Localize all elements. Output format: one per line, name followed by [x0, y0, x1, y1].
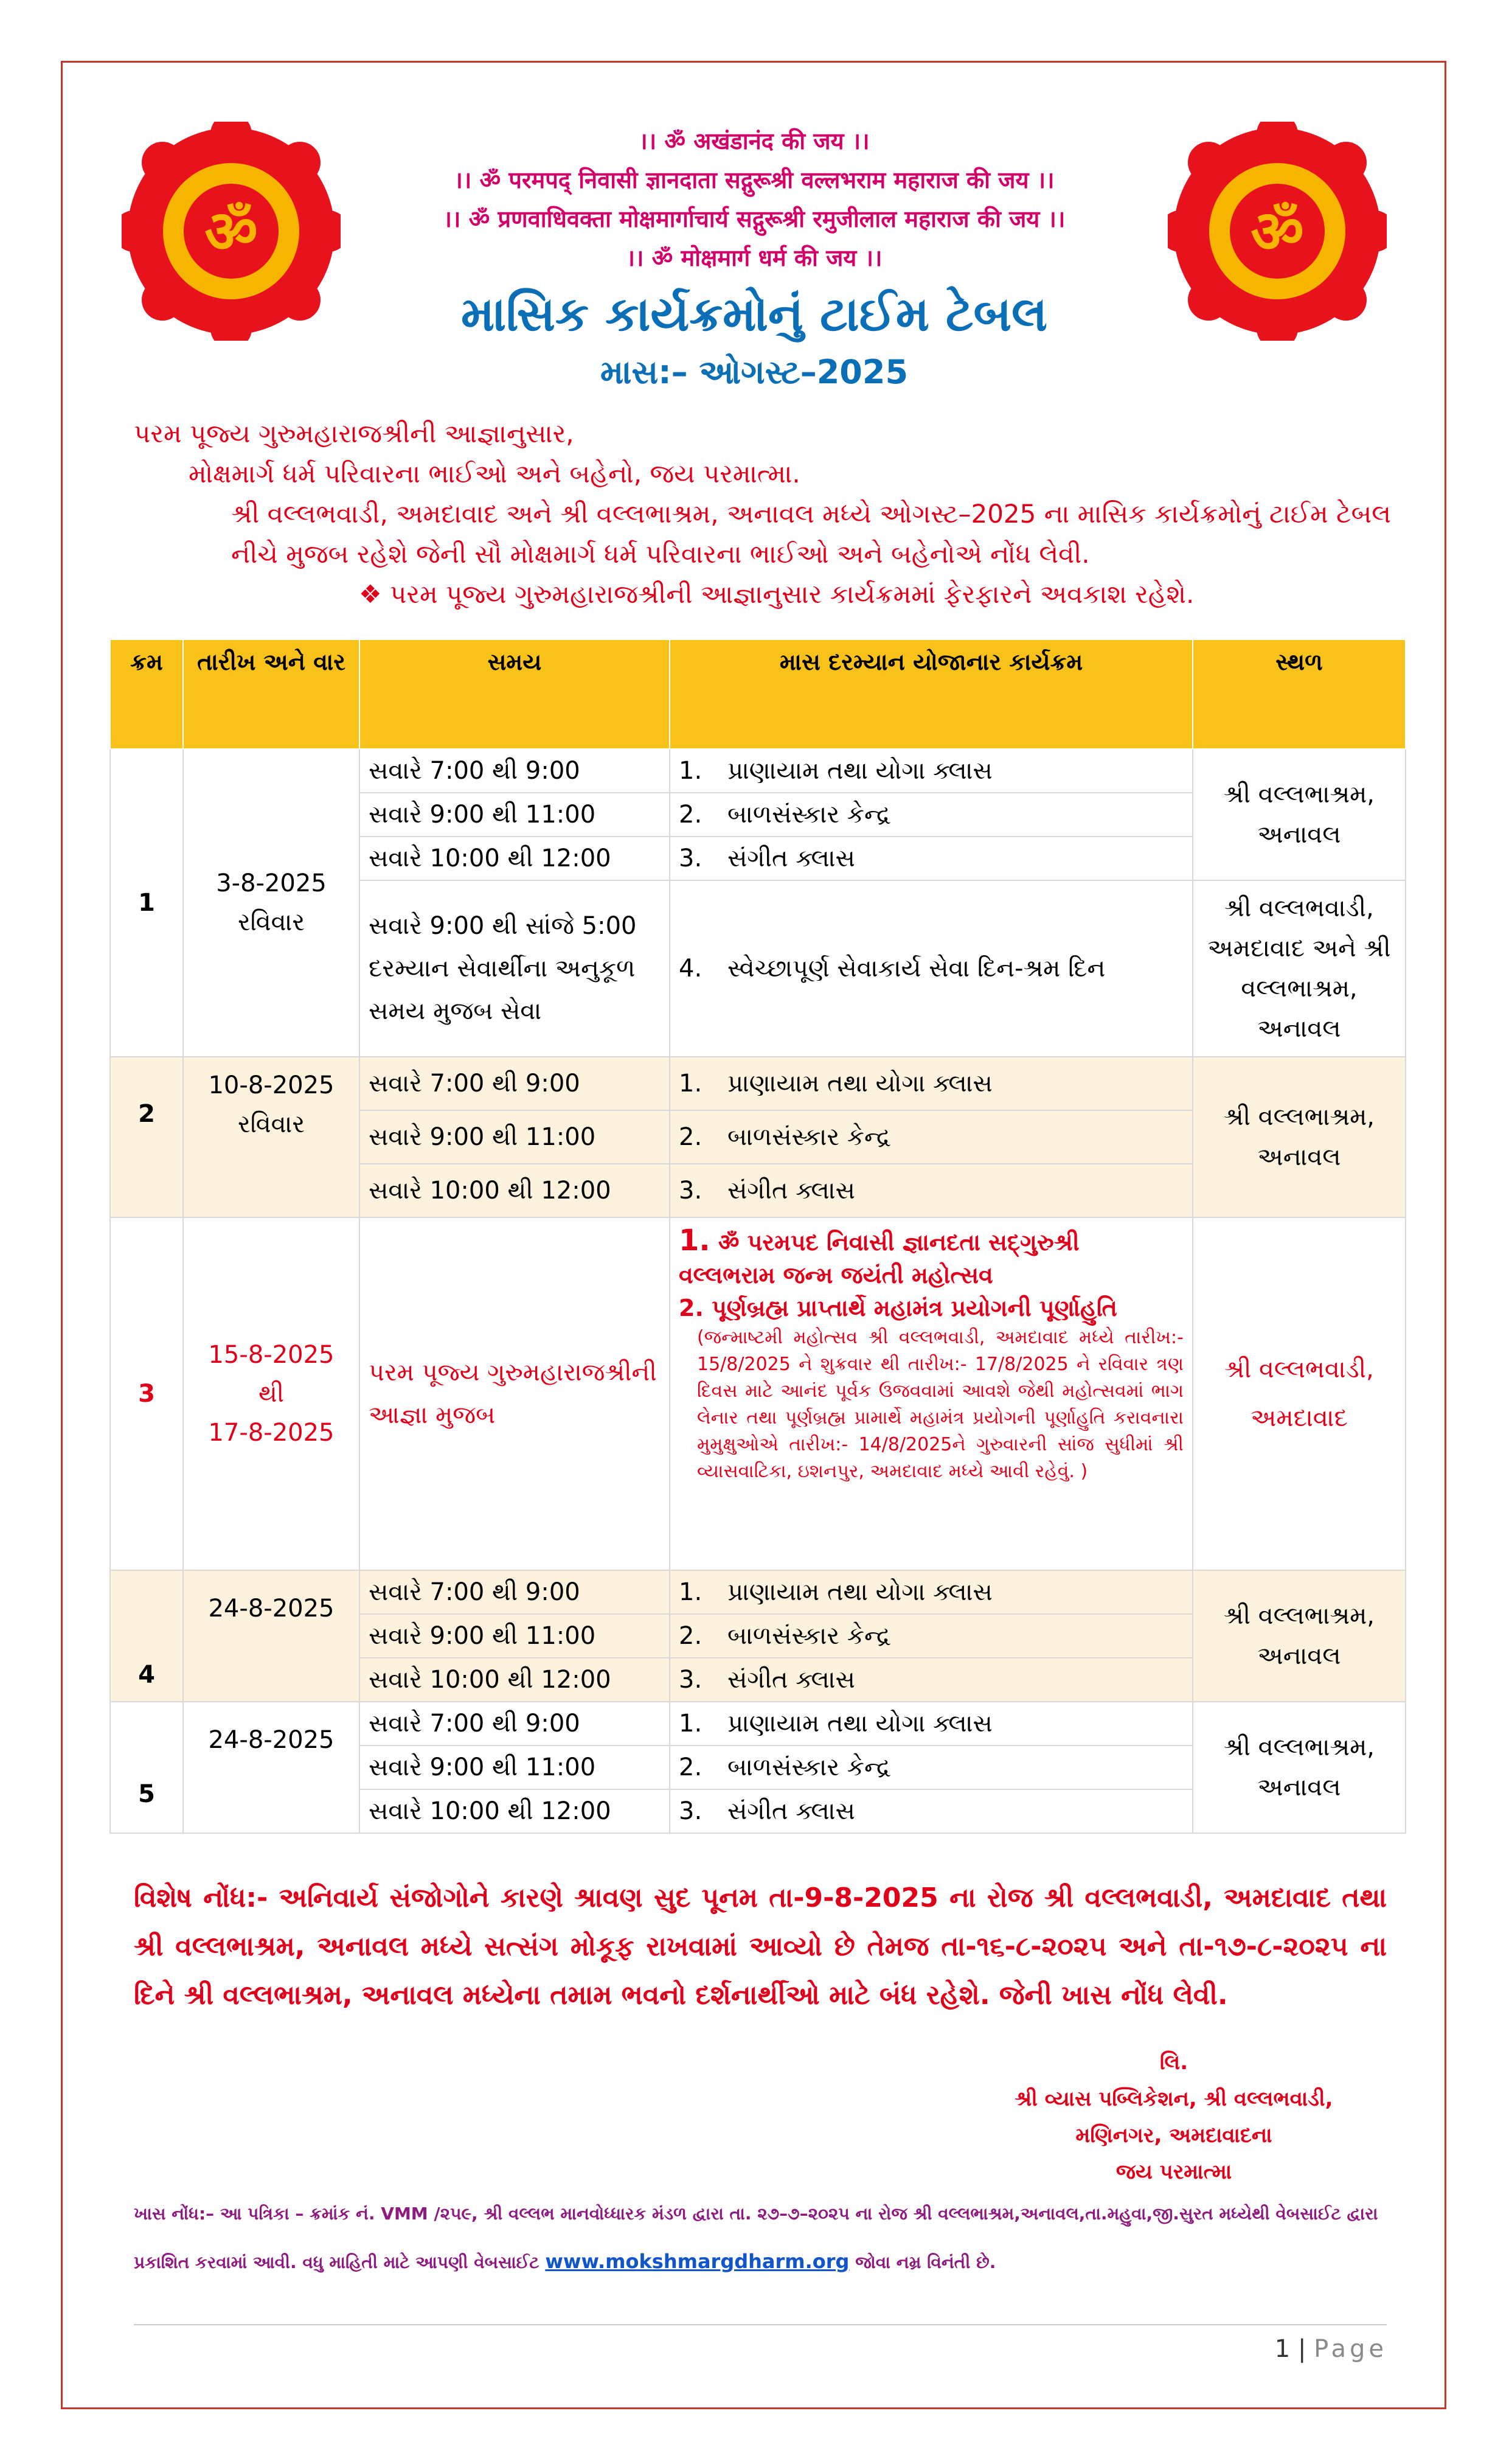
place-cell: શ્રી વલ્લભાશ્રમ, અનાવલ	[1193, 1570, 1406, 1702]
table-header-row	[110, 639, 1406, 749]
day-value: રવિવાર	[237, 908, 305, 936]
page-label: Page	[1314, 2335, 1387, 2363]
page-number	[1275, 2335, 1387, 2363]
page-header	[341, 122, 1168, 397]
time-cell: સવારે 7:00 થી 9:00	[359, 1570, 670, 1614]
time-cell: સવારે 9:00 થી 11:00	[359, 1745, 670, 1789]
row-serial: 1	[110, 749, 183, 1057]
row-serial: 2	[110, 1057, 183, 1217]
event-text: સંગીત ક્લાસ	[727, 1177, 855, 1205]
event-text: પ્રાણાયામ તથા યોગા ક્લાસ	[727, 1710, 993, 1738]
signature-li: લિ.	[1159, 2050, 1188, 2075]
signature-line: શ્રી વ્યાસ પબ્લિકેશન, શ્રી વલ્લભવાડી,	[1015, 2087, 1333, 2111]
event-number: 2.	[679, 1753, 702, 1781]
table-row	[110, 1570, 1406, 1614]
event-text: પ્રાણાયામ તથા યોગા ક્લાસ	[727, 1070, 993, 1098]
event-number: 4.	[679, 955, 702, 983]
time-cell: સવારે 7:00 થી 9:00	[359, 1057, 670, 1110]
event-number: 2.	[679, 801, 702, 829]
jai-line: ।। ॐ अखंडानंद की जय ।।	[639, 128, 870, 155]
place-cell: શ્રી વલ્લભાશ્રમ, અનાવલ	[1193, 749, 1406, 880]
event-text: પ્રાણાયામ તથા યોગા ક્લાસ	[727, 1578, 993, 1606]
place-cell: શ્રી વલ્લભવાડી, અમદાવાદ	[1193, 1217, 1406, 1570]
event-text: બાળસંસ્કાર કેન્દ્ર	[727, 1753, 891, 1781]
header-place: સ્થળ	[1193, 639, 1406, 749]
intro-bullet-line	[134, 574, 1399, 614]
event-number: 1.	[679, 1070, 702, 1098]
time-cell: સવારે 9:00 થી સાંજે 5:00 દરમ્યાન સેવાર્થીના અનુકૂળ સમય મુજબ સેવા	[359, 880, 670, 1057]
schedule-table	[109, 639, 1406, 1834]
time-cell: સવારે 10:00 થી 12:00	[359, 837, 670, 880]
time-cell: સવારે 10:00 થી 12:00	[359, 1789, 670, 1833]
month-title: માસ:– ઓગસ્ટ–2025	[600, 353, 909, 391]
event-cell	[670, 1110, 1193, 1164]
header-program: માસ દરમ્યાન યોજાનાર કાર્યક્રમ	[670, 639, 1193, 749]
signature-block	[937, 2044, 1411, 2190]
event-title-1	[679, 1224, 1184, 1292]
event-text: બાળસંસ્કાર કેન્દ્ર	[727, 1123, 891, 1151]
row-serial: 4	[110, 1570, 183, 1702]
table-row	[110, 1702, 1406, 1745]
event-text: સ્વેચ્છાપૂર્ણ સેવાકાર્ય સેવા દિન-શ્રમ દિન	[727, 955, 1106, 983]
event-cell	[670, 837, 1193, 880]
event-cell	[670, 1217, 1193, 1570]
om-icon: ॐ	[204, 198, 258, 266]
intro-paragraph	[134, 414, 1399, 614]
event-number: 1.	[679, 1223, 710, 1258]
header-serial: ક્રમ	[110, 639, 183, 749]
row-serial: 3	[110, 1217, 183, 1570]
page-separator: |	[1297, 2335, 1306, 2363]
intro-note: પરમ પૂજ્ય ગુરુમહારાજશ્રીની આજ્ઞાનુસાર કાર્યક્રમમાં ફેરફારને અવકાશ રહેશે.	[390, 579, 1195, 609]
header-date: તારીખ અને વાર	[183, 639, 359, 749]
footer-divider	[134, 2324, 1387, 2325]
date-value: 10-8-2025	[208, 1071, 335, 1099]
place-cell: શ્રી વલ્લભાશ્રમ, અનાવલ	[1193, 1702, 1406, 1833]
event-number: 1.	[679, 1578, 702, 1606]
place-cell: શ્રી વલ્લભાશ્રમ, અનાવલ	[1193, 1057, 1406, 1217]
row-date	[183, 1570, 359, 1702]
time-cell: સવારે 9:00 થી 11:00	[359, 793, 670, 837]
mandal-logo-right	[1168, 122, 1387, 341]
table-row	[110, 749, 1406, 793]
place-cell: શ્રી વલ્લભવાડી, અમદાવાદ અને શ્રી વલ્લભાશ્રમ, અનાવલ	[1193, 880, 1406, 1057]
diamond-bullet-icon: ❖	[359, 579, 382, 609]
row-date	[183, 1702, 359, 1833]
time-cell: સવારે 10:00 થી 12:00	[359, 1658, 670, 1702]
intro-body: શ્રી વલ્લભવાડી, અમદાવાદ અને શ્રી વલ્લભાશ્રમ, અનાવલ મધ્યે ઓગસ્ટ–2025 ના માસિક કાર્યક્રમોનું ટાઈમ ટેબલ નીચે મુજબ રહેશે જેની સૌ મોક્ષમાર્ગ ધર્મ પરિવારના ભાઈઓ અને બહેનોએ નોંધ લેવી.	[231, 499, 1391, 569]
event-cell	[670, 1164, 1193, 1217]
event-number: 3.	[679, 844, 702, 872]
time-cell: સવારે 9:00 થી 11:00	[359, 1110, 670, 1164]
event-cell	[670, 1789, 1193, 1833]
event-cell	[670, 1702, 1193, 1745]
event-cell	[670, 880, 1193, 1057]
footnote	[134, 2190, 1399, 2286]
event-number: 2.	[679, 1622, 702, 1650]
table-row	[110, 1057, 1406, 1110]
mandal-logo-left	[122, 122, 341, 341]
event-cell	[670, 749, 1193, 793]
row-date	[183, 1217, 359, 1570]
jai-line: ।। ॐ परमपद् निवासी ज्ञानदाता सद्गुरूश्री वल्लभराम महाराज की जय ।।	[454, 167, 1055, 193]
om-icon: ॐ	[1251, 198, 1304, 266]
row-date	[183, 1057, 359, 1217]
event-text: ॐ પરમપદ નિવાસી જ્ઞાનદતા સદ્ગુરુશ્રી વલ્લભરામ જન્મ જયંતી મહોત્સવ	[679, 1229, 1080, 1289]
header-time: સમય	[359, 639, 670, 749]
event-text: બાળસંસ્કાર કેન્દ્ર	[727, 1622, 891, 1650]
date-value: 24-8-2025	[208, 1726, 335, 1754]
time-cell: સવારે 9:00 થી 11:00	[359, 1614, 670, 1658]
event-number: 1.	[679, 1710, 702, 1738]
date-separator: થી	[258, 1380, 285, 1408]
event-text: સંગીત ક્લાસ	[727, 1666, 855, 1694]
table-row	[110, 1217, 1406, 1570]
event-cell	[670, 1745, 1193, 1789]
event-cell	[670, 1570, 1193, 1614]
date-value: 24-8-2025	[208, 1595, 335, 1623]
special-note: વિશેષ નોંધ:- અનિવાર્ય સંજોગોને કારણે શ્રાવણ સુદ પૂનમ તા-9-8-2025 ના રોજ શ્રી વલ્લભવાડી, અમદાવાદ તથા શ્રી વલ્લભાશ્રમ, અનાવલ મધ્યે સત્સંગ મોકૂફ રાખવામાં આવ્યો છે તેમજ તા-૧૬-૮-૨૦૨૫ અને તા-૧૭-૮-૨૦૨૫ ના દિને શ્રી વલ્લભાશ્રમ, અનાવલ મધ્યેના તમામ ભવનો દર્શનાર્થીઓ માટે બંધ રહેશે. જેની ખાસ નોંધ લેવી.	[134, 1882, 1387, 2011]
date-from: 15-8-2025	[208, 1341, 335, 1369]
time-cell: પરમ પૂજ્ય ગુરુમહારાજશ્રીની આજ્ઞા મુજબ	[359, 1217, 670, 1570]
page-number-value: 1	[1274, 2335, 1291, 2363]
event-number: 3.	[679, 1177, 702, 1205]
event-cell	[670, 1057, 1193, 1110]
row-serial: 5	[110, 1702, 183, 1833]
time-cell: સવારે 10:00 થી 12:00	[359, 1164, 670, 1217]
row-date	[183, 749, 359, 1057]
footnote-text: ખાસ નોંધ:– આ પત્રિકા – ક્રમાંક નં. VMM /૨૫૯, શ્રી વલ્લભ માનવોધ્ધારક મંડળ દ્વારા તા. ૨૭–૭–૨૦૨૫ ના રોજ શ્રી વલ્લભાશ્રમ,અનાવલ,તા.મહુવા,જી.સુરત મધ્યેથી વેબસાઈટ દ્વારા પ્રકાશિત કરવામાં આવી. વધુ માહિતી માટે આપણી વેબસાઈટ	[134, 2204, 1378, 2272]
event-number: 3.	[679, 1797, 702, 1825]
date-value: 3-8-2025	[216, 869, 327, 897]
event-title-2: 2. પૂર્ણબ્રહ્મ પ્રાપ્તાર્થે મહામંત્ર પ્રયોગની પૂર્ણાહુતિ	[679, 1295, 1117, 1321]
time-cell: સવારે 7:00 થી 9:00	[359, 1702, 670, 1745]
event-text: સંગીત ક્લાસ	[727, 844, 855, 872]
event-note: (જન્માષ્ટમી મહોત્સવ શ્રી વલ્લભવાડી, અમદાવાદ મધ્યે તારીખ:- 15/8/2025 ને શુક્રવાર થી તારીખ:- 17/8/2025 ને રવિવાર ત્રણ દિવસ માટે આનંદ પૂર્વક ઉજવવામાં આવશે જેથી મહોત્સવમાં ભાગ લેનાર તથા પૂર્ણબ્રહ્મ પ્રામાર્થે મહામંત્ર પ્રયોગની પૂર્ણાહુતિ કરાવનારા મુમુક્ષુઓએ તારીખ:- 14/8/2025ને ગુરુવારની સાંજ સુધીમાં શ્રી વ્યાસવાટિકા, ઇશનપુર, અમદાવાદ મધ્યે આવી રહેવું. )	[697, 1327, 1184, 1482]
event-number: 3.	[679, 1666, 702, 1694]
date-to: 17-8-2025	[208, 1419, 335, 1447]
event-text: બાળસંસ્કાર કેન્દ્ર	[727, 801, 891, 829]
signature-line: મણિનગર, અમદાવાદના	[1075, 2123, 1272, 2148]
page-title: માસિક કાર્યક્રમોનું ટાઈમ ટેબલ	[460, 287, 1048, 342]
jai-line: ।। ॐ मोक्षमार्ग धर्म की जय ।।	[626, 245, 883, 271]
event-cell	[670, 793, 1193, 837]
intro-greeting: પરમ પૂજ્ય ગુરુમહારાજશ્રીની આજ્ઞાનુસાર,	[134, 419, 574, 448]
event-number: 1.	[679, 757, 702, 785]
website-link[interactable]: www.mokshmargdharm.org	[545, 2250, 850, 2273]
intro-salutation: મોક્ષમાર્ગ ધર્મ પરિવારના ભાઈઓ અને બહેનો, જય પરમાત્મા.	[189, 459, 800, 489]
event-number: 2.	[679, 1123, 702, 1151]
event-cell	[670, 1614, 1193, 1658]
event-text: સંગીત ક્લાસ	[727, 1797, 855, 1825]
event-text: પ્રાણાયામ તથા યોગા ક્લાસ	[727, 757, 993, 785]
signature-line: જય પરમાત્મા	[1115, 2160, 1232, 2184]
time-cell: સવારે 7:00 થી 9:00	[359, 749, 670, 793]
footnote-text-end: જોવા નમ્ર વિનંતી છે.	[855, 2252, 996, 2272]
jai-line: ।। ॐ प्रणवाधिवक्ता मोक्षमार्गाचार्य सद्गुरूश्री रमुजीलाल महाराज की जय ।।	[443, 206, 1066, 232]
event-cell	[670, 1658, 1193, 1702]
day-value: રવિવાર	[237, 1110, 305, 1138]
